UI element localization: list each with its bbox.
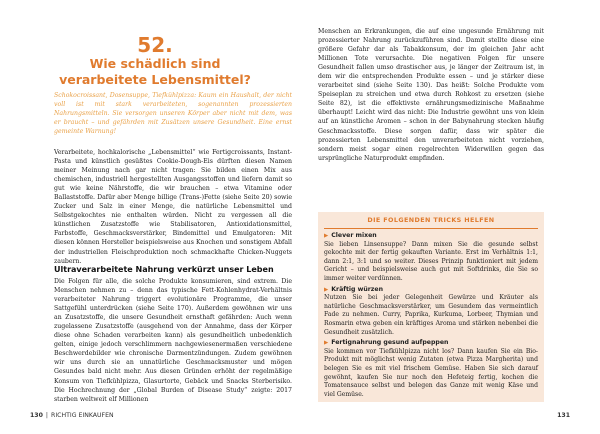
body-paragraph-3: Menschen an Erkrankungen, die auf eine ungesunde Ernährung mit prozessierter Nahrung zurückzuführen sind. Damit stellte diese eine größere Gefahr dar als Tabakkonsum, der im gleichen Jahr acht Millionen Tote verursachte. Die negativen Folgen für unsere Gesundheit fallen umso drastischer aus, je länger der Zeitraum ist, in dem wir die entsprechenden Produkte essen – und je stärker diese verarbeitet sind (siehe Seite 130). Das heißt: Solche Produkte vom Speiseplan zu streichen und etwa durch Rohkost zu ersetzen (siehe Seite 82), ist die effektivste ernährungsmedizinische Maßnahme überhaupt! Leicht wird das nicht: Die Industrie gewöhnt uns von klein auf an künstliche Aromen – schon in der Babynahrung stecken häufig Geschmacksstoffe. Diese sorgen dafür, dass wir später die prozessierten Lebensmittel den unverarbeiteten nicht vorziehen, sondern meist sogar einen regelrechten Widerwillen gegen das ursprüngliche Naturprodukt empfinden. xyxy=(318,28,544,162)
chapter-title xyxy=(20,56,290,88)
triangle-bullet-icon: ▶ xyxy=(324,286,329,293)
tip-item xyxy=(324,232,538,284)
tips-header: DIE FOLGENDEN TRICKS HELFEN xyxy=(324,212,538,229)
tip-title xyxy=(324,339,538,348)
chapter-title-line-2: verarbeitete Lebensmittel? xyxy=(59,72,251,87)
tip-title-text: Kräftig würzen xyxy=(331,285,383,293)
tip-title-text: Clever mixen xyxy=(331,232,377,239)
running-section-title: RICHTIG EINKAUFEN xyxy=(51,412,114,419)
page-footer-left xyxy=(30,412,114,420)
footer-separator: | xyxy=(45,412,49,419)
section-subheading: Ultraverarbeitete Nahrung verkürzt unser Leben xyxy=(54,265,274,274)
page-number-left: 130 xyxy=(30,412,43,419)
chapter-number: 52. xyxy=(137,33,173,57)
chapter-title-line-1: Wie schädlich sind xyxy=(89,56,221,71)
tips-box xyxy=(318,212,544,402)
tip-title xyxy=(324,232,538,241)
right-page xyxy=(300,0,600,434)
triangle-bullet-icon: ▶ xyxy=(324,233,329,239)
page-number-right: 131 xyxy=(557,412,570,419)
tip-text: Sie kommen vor Tiefkühlpizza nicht los? Dann kaufen Sie ein Bio-Produkt mit möglichst wenig Zutaten (etwa Pizza Margherita) und belegen Sie es mit viel frischem Gemüse. Haben Sie sich darauf gewöhnt, kaufen Sie nur noch den Hefeteig fertig, kochen die Tomatensauce selbst und belegen das Ganze mit wenig Käse und viel Gemüse. xyxy=(324,347,538,398)
tip-title-text: Fertignahrung gesund aufpeppen xyxy=(331,339,449,347)
triangle-bullet-icon: ▶ xyxy=(324,340,329,347)
tip-item xyxy=(324,339,538,399)
tip-title xyxy=(324,286,538,295)
tip-text: Nutzen Sie bei jeder Gelegenheit Gewürze und Kräuter als natürliche Geschmacksverstärker, um Gesundem das vermeintlich Fade zu nehmen. Curry, Paprika, Kurkuma, Lorbeer, Thymian und Rosmarin etwa geben ein kräftiges Aroma und stärken nebenbei die Gesundheit zusätzlich. xyxy=(324,294,538,336)
intro-paragraph: Schokocroissant, Dosensuppe, Tiefkühlpizza: Kaum ein Haushalt, der nicht voll ist mit stark verarbeiteten, sogenannten prozessierten Nahrungsmitteln. Sie versorgen unseren Körper aber nicht mit dem, was er braucht – und gefährden mit Zusätzen unsere Gesundheit. Eine ernst gemeinte Warnung! xyxy=(54,92,292,135)
tip-item xyxy=(324,286,538,338)
tip-text: Sie lieben Linsensuppe? Dann mixen Sie die gesunde selbst gekochte mit der fertig gekauften Variante. Erst im Verhältnis 1:1, dann 2:1, 3:1 und so weiter. Dieses Prinzip funktioniert mit jedem Gericht – und beispielsweise auch gut mit Softdrinks, die Sie so immer weiter verdünnen. xyxy=(324,240,538,282)
body-paragraph-1: Verarbeitete, hochkalorische „Lebensmittel“ wie Fertigcroissants, Instant-Pasta und künstlich gesüßtes Cookie-Dough-Eis dürften diesen Namen meiner Meinung nach gar nicht tragen: Sie bilden einen Mix aus chemischen, industriell hergestellten Ausgangsstoffen und liefern damit so gut wie keine Nährstoffe, die wir brauchen – etwa Vitamine oder Ballaststoffe. Dafür aber Menge billige (Trans-)Fette (siehe Seite 20) sowie Zucker und Salz in einer Menge, die natürliche Lebensmittel und Selbstgekochtes nie enthalten würden. Nicht zu vergessen all die künstlichen Zusatzstoffe wie Stabilisatoren, Antioxidationsmittel, Farbstoffe, Geschmacksverstärker, Bindemittel und Emulgatoren: Mit diesen können Hersteller beispielsweise aus Knochen und sonstigem Abfall der industriellen Fleischproduktion noch schmackhafte Chicken-Nuggets zaubern. xyxy=(54,149,292,265)
body-paragraph-2: Die Folgen für alle, die solche Produkte konsumieren, sind extrem. Die Menschen nehmen zu – denn das typische Fett-Kohlenhydrat-Verhältnis verarbeiteter Nahrung triggert evolutionäre Programme, die unser Sattgefühl unterdrücken (siehe Seite 170). Außerdem gewöhnen wir uns an Zusatzstoffe, die unsere Gesundheit ernsthaft gefährden: Auch wenn zugelassene Zusatzstoffe (ausgehend von der Annahme, dass der Körper diese ohne Schaden verarbeiten kann) als gesundheitlich unbedenklich gelten, einige jedoch verschlimmern nachgewiesenermaßen verschiedene Beschwerdebilder wie chronische Darmentzündungen. Zudem gewöhnen wir uns durch sie an unnatürliche Geschmacksmuster und mögen Gesundes bald nicht mehr. Aus diesen Gründen erhöht der regelmäßige Konsum von Tiefkühlpizza, Glasurtorte, Gebäck und Snacks Sterberisiko. Die Hochrechnung der „Global Burden of Disease Study“ zeigte: 2017 starben weltweit elf Millionen xyxy=(54,278,292,403)
